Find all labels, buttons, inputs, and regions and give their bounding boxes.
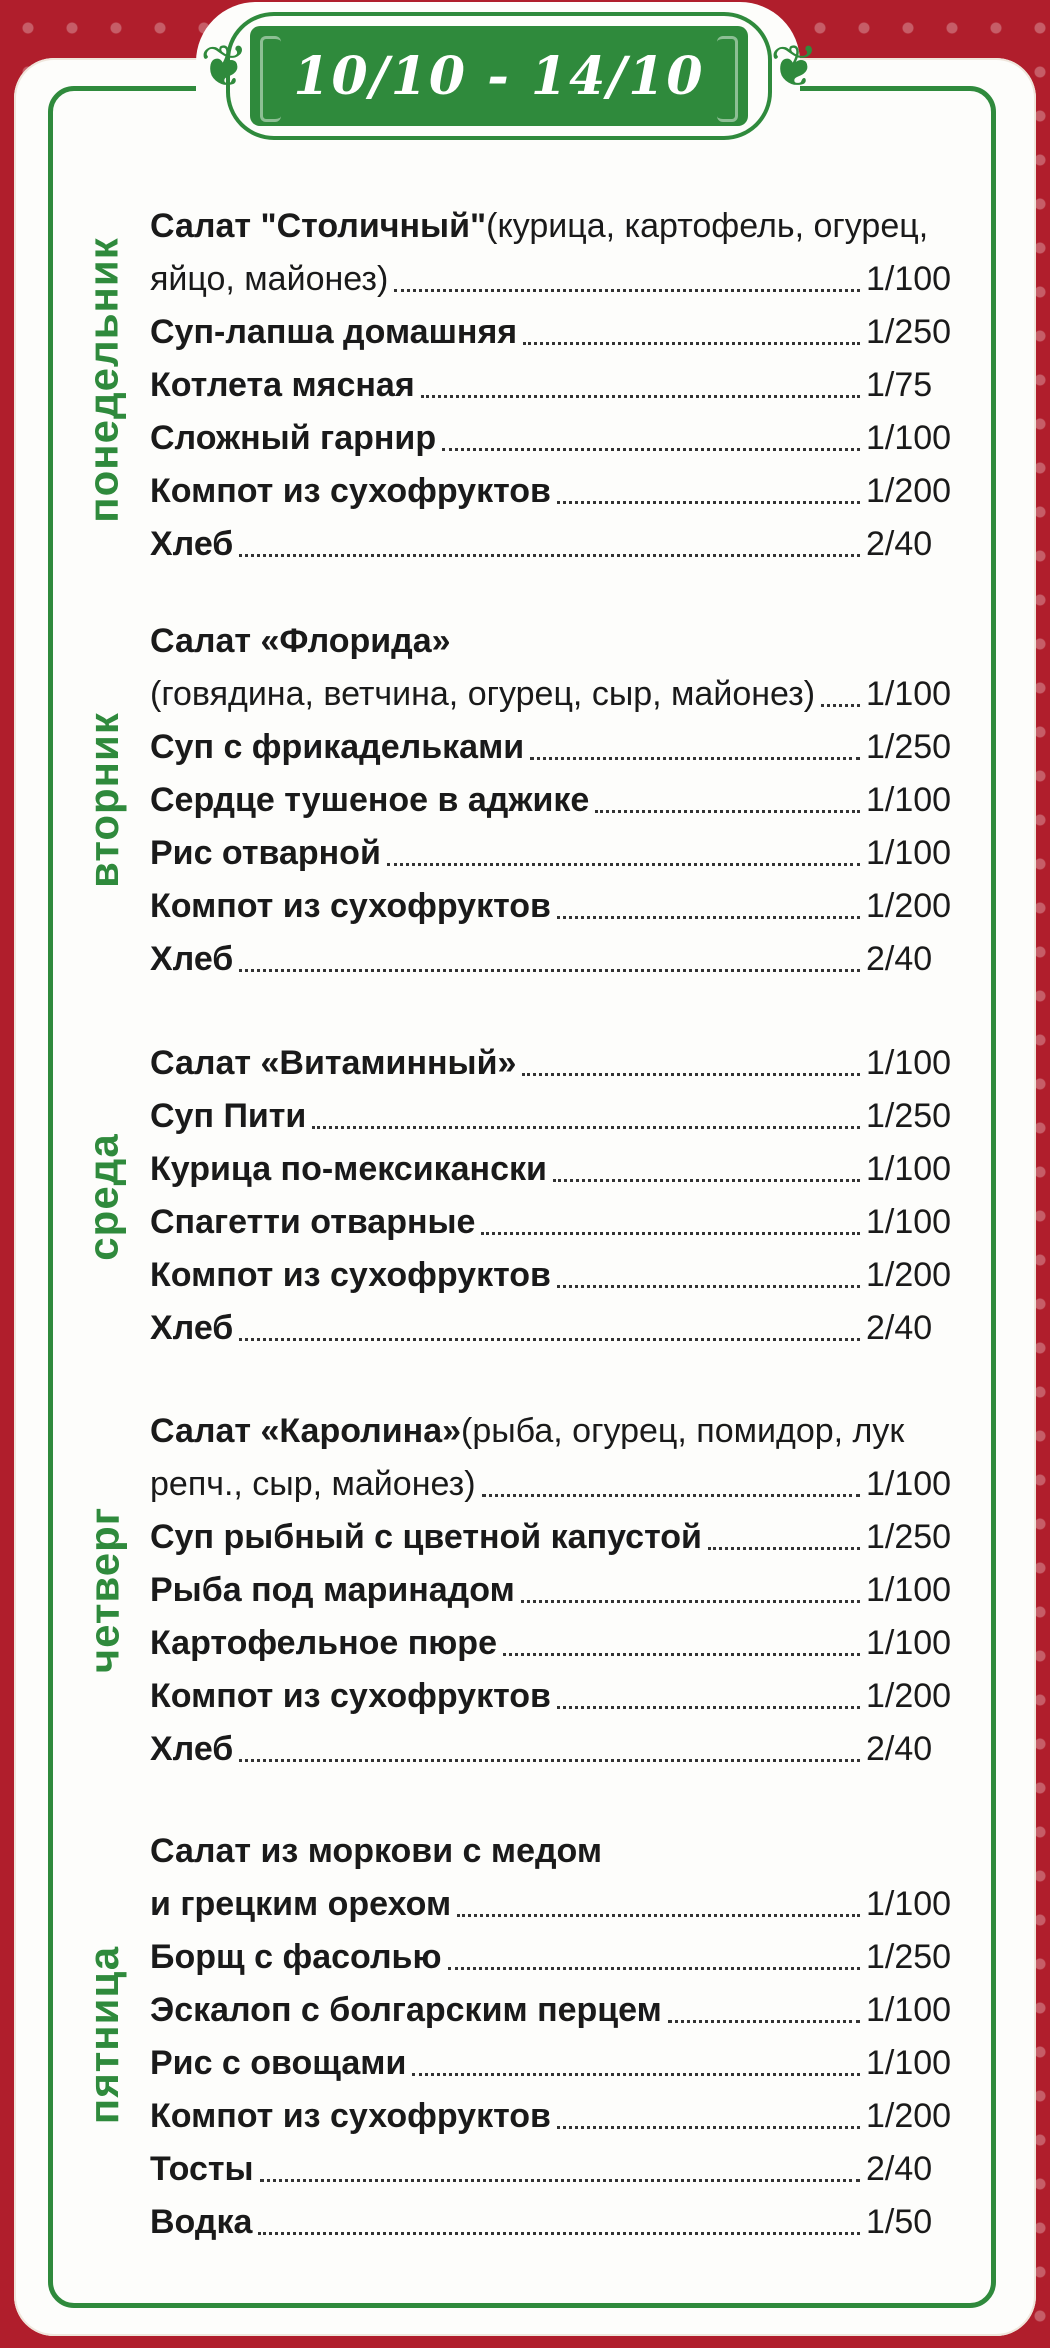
flourish-left-icon: ❦	[200, 34, 249, 99]
menu-line: Хлеб 2/40	[150, 1730, 933, 1768]
menu-line: Салат «Флорида»	[150, 622, 451, 660]
menu-line: Салат "Столичный" (курица, картофель, огурец,	[150, 207, 929, 245]
menu-line: и грецким орехом 1/100	[150, 1885, 952, 1923]
menu-line: Суп рыбный с цветной капустой 1/250	[150, 1518, 952, 1556]
period-title: 10/10 - 14/10	[250, 26, 748, 126]
day-label-thursday: четверг	[80, 1506, 127, 1674]
menu-line: Суп Пити 1/250	[150, 1097, 952, 1135]
menu-line: Салат из моркови с медом	[150, 1832, 603, 1870]
menu-line: Картофельное пюре 1/100	[150, 1624, 952, 1662]
day-label-monday: понедельник	[80, 237, 128, 523]
menu-line: Хлеб 2/40	[150, 525, 933, 563]
menu-line: Спагетти отварные 1/100	[150, 1203, 952, 1241]
flourish-right-icon: ❦	[770, 34, 819, 99]
menu-line: Борщ с фасолью 1/250	[150, 1938, 952, 1976]
menu-line: Компот из сухофруктов 1/200	[150, 472, 952, 510]
menu-line: Тосты 2/40	[150, 2150, 933, 2188]
menu-line: Компот из сухофруктов 1/200	[150, 2097, 952, 2135]
menu-line: Рис с овощами 1/100	[150, 2044, 952, 2082]
menu-line: Сложный гарнир 1/100	[150, 419, 952, 457]
menu-line: Компот из сухофруктов 1/200	[150, 1677, 952, 1715]
day-label-tuesday: вторник	[80, 712, 127, 888]
menu-line: Суп с фрикадельками 1/250	[150, 728, 952, 766]
menu-line: репч., сыр, майонез) 1/100	[150, 1465, 952, 1503]
menu-line: Хлеб 2/40	[150, 940, 933, 978]
day-label-friday: пятница	[80, 1945, 128, 2125]
day-label-wednesday: среда	[80, 1133, 128, 1261]
menu-line: Курица по-мексикански 1/100	[150, 1150, 952, 1188]
menu-line: Компот из сухофруктов 1/200	[150, 1256, 952, 1294]
menu-line: Водка 1/50	[150, 2203, 933, 2241]
menu-line: Компот из сухофруктов 1/200	[150, 887, 952, 925]
menu-line: Рыба под маринадом 1/100	[150, 1571, 952, 1609]
menu-line: (говядина, ветчина, огурец, сыр, майонез) 1/100	[150, 675, 952, 713]
menu-line: Котлета мясная 1/75	[150, 366, 933, 404]
menu-line: Рис отварной 1/100	[150, 834, 952, 872]
menu-line: Хлеб 2/40	[150, 1309, 933, 1347]
menu-line: яйцо, майонез) 1/100	[150, 260, 952, 298]
menu-line: Эскалоп с болгарским перцем 1/100	[150, 1991, 952, 2029]
menu-line: Салат «Каролина» (рыба, огурец, помидор, лук	[150, 1412, 905, 1450]
menu-line: Суп-лапша домашняя 1/250	[150, 313, 952, 351]
menu-line: Сердце тушеное в аджике 1/100	[150, 781, 952, 819]
menu-line: Салат «Витаминный» 1/100	[150, 1044, 952, 1082]
